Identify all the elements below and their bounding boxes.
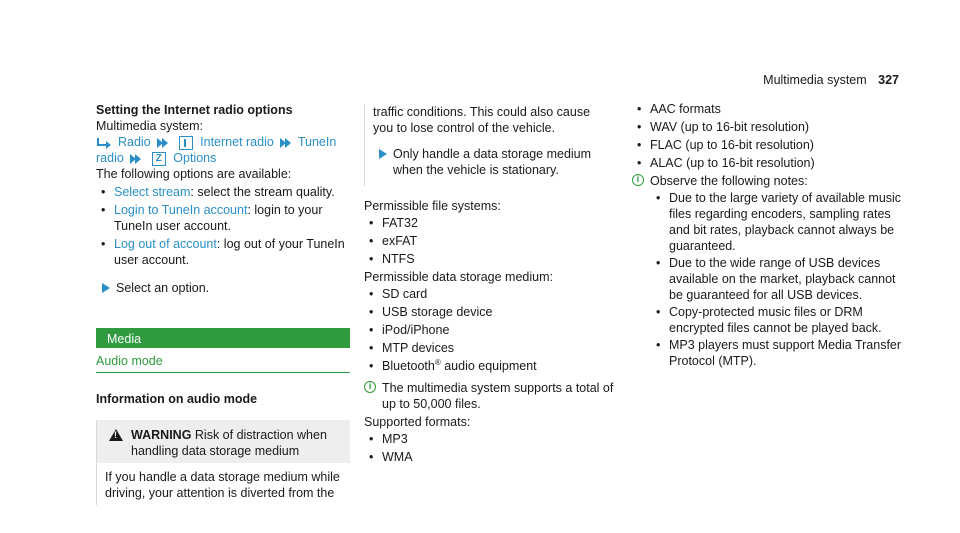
list-item: • WMA — [364, 449, 618, 465]
options-gear-icon: Z — [152, 152, 166, 166]
info-icon: i — [632, 174, 644, 186]
list-item: • Due to the wide range of USB devices available on the market, playback cannot be guaranteed for all USB devices. — [651, 255, 902, 303]
list-item: • iPod/iPhone — [364, 322, 618, 338]
warning-cont-text: traffic conditions. This could also cause you to lose control of the vehicle. — [373, 105, 591, 135]
warning-icon — [109, 429, 123, 441]
options-list — [96, 184, 350, 268]
note: i The multimedia system supports a total of up to 50,000 files. — [364, 380, 618, 412]
list-item: • FAT32 — [364, 215, 618, 231]
nav-path — [96, 134, 350, 150]
list-item: • exFAT — [364, 233, 618, 249]
note: i Observe the following notes: — [632, 173, 902, 189]
list-item: • Bluetooth® audio equipment — [364, 358, 618, 374]
list-item: • Log out of account: log out of your TuneIn user account. — [96, 236, 350, 268]
list-item: • AAC formats — [632, 101, 902, 117]
fs-list — [364, 215, 618, 267]
formats-heading: Supported formats: — [364, 415, 471, 429]
chevron-right-icon — [130, 154, 142, 164]
warning-box — [96, 420, 350, 505]
nav-internet-radio[interactable]: Internet radio — [200, 135, 274, 149]
warning-label: WARNING — [131, 428, 192, 442]
option-login-tunein[interactable]: Login to TuneIn account — [114, 203, 248, 217]
list-item: • USB storage device — [364, 304, 618, 320]
nav-tunein[interactable]: TuneIn — [297, 135, 337, 149]
list-item: • Copy-protected music files or DRM encrypted files cannot be played back. — [651, 304, 902, 336]
list-item: • MTP devices — [364, 340, 618, 356]
nav-path-2 — [96, 150, 350, 166]
chevron-right-icon — [157, 138, 169, 148]
media-list — [364, 286, 618, 374]
list-item: • Select stream: select the stream quality. — [96, 184, 350, 200]
notes-list — [632, 190, 902, 369]
formats-list — [364, 431, 618, 465]
nav-radio[interactable]: Radio — [118, 135, 151, 149]
fs-heading: Permissible file systems: — [364, 199, 501, 213]
column-3 — [632, 100, 902, 369]
media-section-bar: Media — [96, 328, 350, 348]
info-icon: i — [364, 381, 376, 393]
action-step: Select an option. — [96, 280, 350, 296]
action-arrow-icon — [102, 283, 110, 293]
warning-header — [97, 420, 350, 463]
option-select-stream[interactable]: Select stream — [114, 185, 191, 199]
warning-continuation — [364, 104, 618, 186]
list-item: • WAV (up to 16-bit resolution) — [632, 119, 902, 135]
list-item: • MP3 — [364, 431, 618, 447]
nav-options[interactable]: Options — [173, 151, 217, 165]
section-heading: Setting the Internet radio options — [96, 103, 293, 117]
list-item: • SD card — [364, 286, 618, 302]
action-step: Only handle a data storage medium when the vehicle is stationary. — [373, 146, 610, 178]
nav-radio-word[interactable]: radio — [96, 151, 124, 165]
list-item: • FLAC (up to 16-bit resolution) — [632, 137, 902, 153]
page-header — [763, 72, 899, 88]
options-intro: The following options are available: — [96, 167, 292, 181]
list-item: • ALAC (up to 16-bit resolution) — [632, 155, 902, 171]
column-1 — [96, 102, 350, 505]
chevron-right-icon — [280, 138, 292, 148]
media-heading: Permissible data storage medium: — [364, 270, 553, 284]
list-item: • Due to the large variety of available music files regarding encoders, sampling rates and bit rates, playback cannot always be guaranteed. — [651, 190, 902, 254]
audio-mode-heading: Audio mode — [96, 353, 350, 373]
list-item: • Login to TuneIn account: login to your TuneIn user account. — [96, 202, 350, 234]
path-prefix: Multimedia system: — [96, 119, 203, 133]
list-item: • NTFS — [364, 251, 618, 267]
formats-list-cont — [632, 101, 902, 171]
enter-arrow-icon — [96, 138, 112, 148]
info-heading: Information on audio mode — [96, 392, 258, 406]
page-number: 327 — [878, 73, 899, 87]
column-2 — [364, 104, 618, 467]
warning-title: Risk of distraction when handling data storage medium — [131, 428, 327, 458]
internet-radio-icon — [179, 136, 193, 150]
section-title: Multimedia system — [763, 73, 867, 87]
warning-body: If you handle a data storage medium while driving, your attention is diverted from the — [105, 470, 340, 500]
list-item: • MP3 players must support Media Transfer Protocol (MTP). — [651, 337, 902, 369]
option-logout[interactable]: Log out of account — [114, 237, 217, 251]
action-arrow-icon — [379, 149, 387, 159]
